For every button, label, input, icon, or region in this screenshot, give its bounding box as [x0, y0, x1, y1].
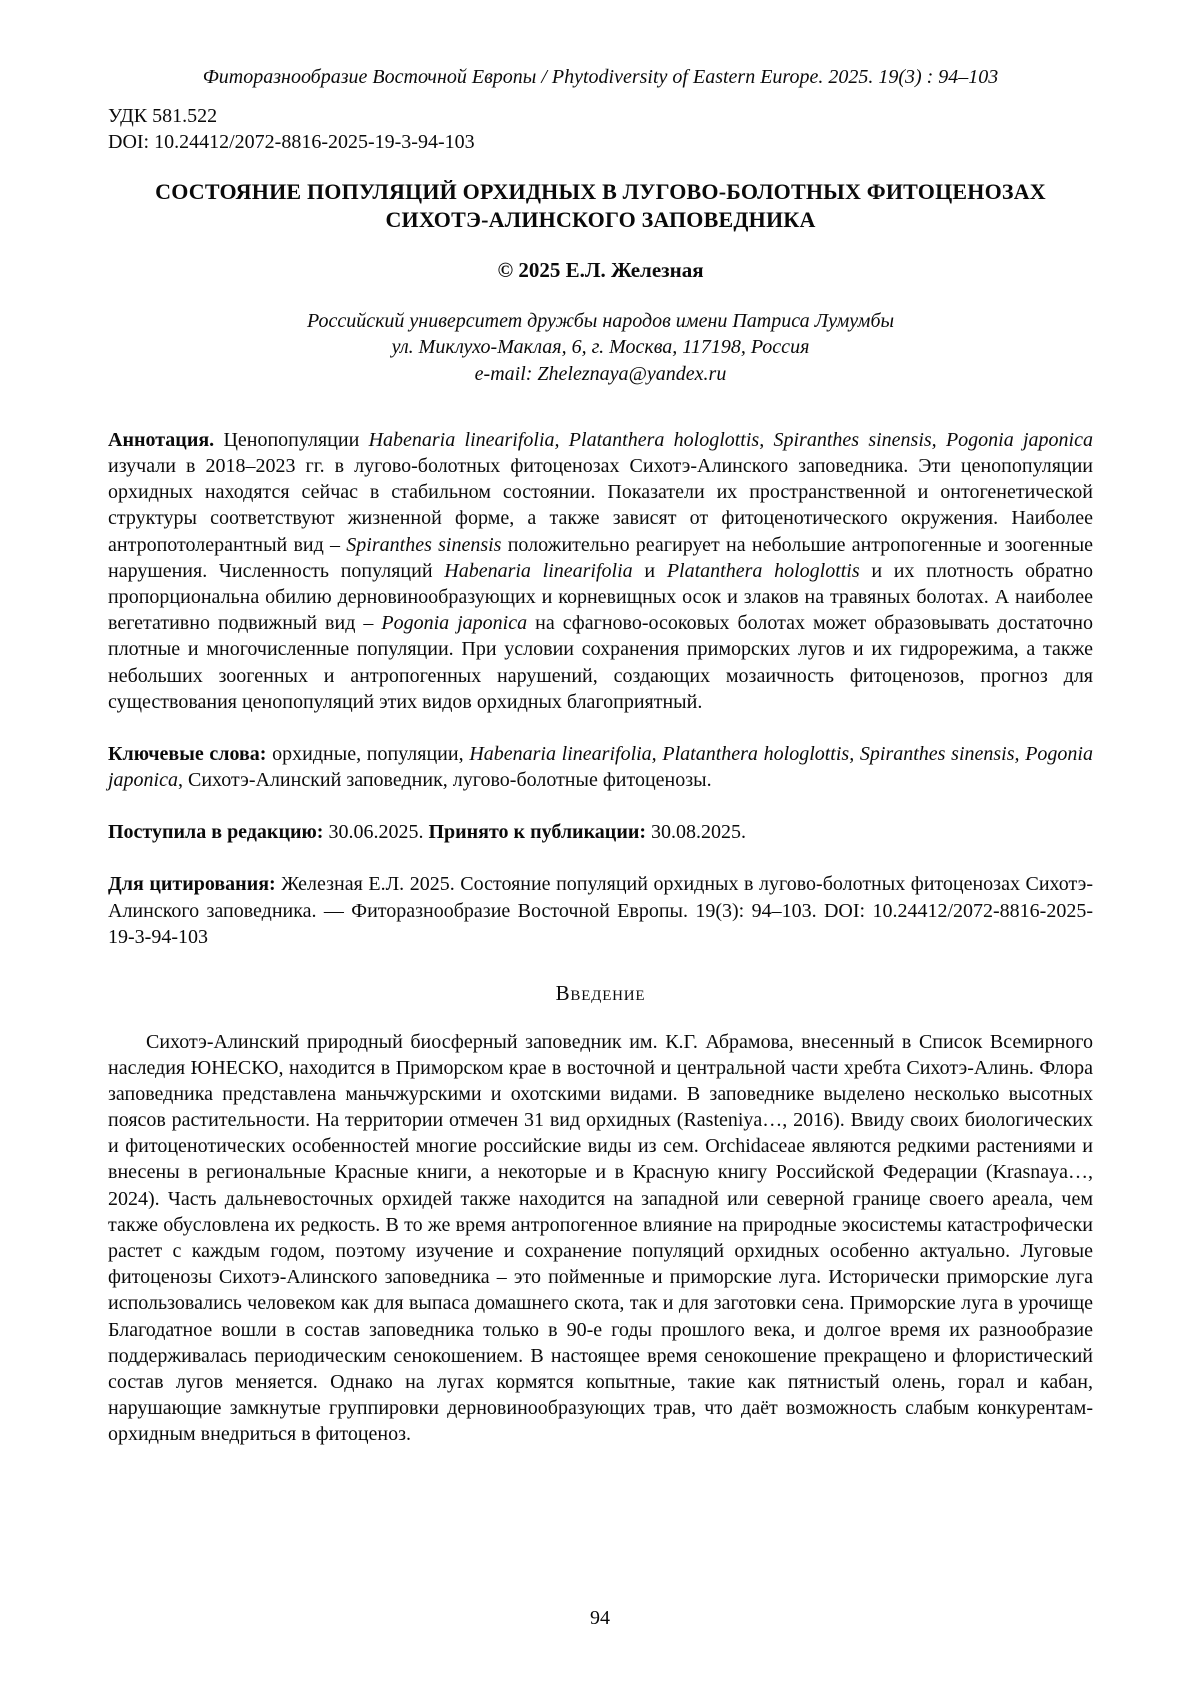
affiliation-university: Российский университет дружбы народов имени Патриса Лумумбы [306, 310, 895, 333]
journal-running-head: Фиторазнообразие Восточной Европы / Phytodiversity of Eastern Europe. 2025. 19(3) : 94–103 [202, 66, 999, 88]
introduction-paragraph: Сихотэ-Алинский природный биосферный заповедник им. К.Г. Абрамова, внесенный в Список Всемирного наследия ЮНЕСКО, находится в Приморском крае в восточной и центральной части хребта Сихотэ-Алинь. Флора заповедника представлена маньчжурскими и охотскими видами. В заповеднике выделено несколько высотных поясов растительности. На территории отмечен 31 вид орхидных (Rasteniya…, 2016). Ввиду своих биологических и фитоценотических особенностей многие российские виды из сем. Orchidaceae являются редкими растениями и внесены в региональные Красные книги, а некоторые и в Красную книгу Российской Федерации (Krasnaya…, 2024). Часть дальневосточных орхидей также находится на западной или северной границе своего ареала, чем также обусловлена их редкость. В то же время антропогенное влияние на природные экосистемы катастрофически растет с каждым годом, поэтому изучение и сохранение популяций орхидных особенно актуально. Луговые фитоценозы Сихотэ-Алинского заповедника – это пойменные и приморские луга. Исторически приморские луга использовались человеком как для выпаса домашнего скота, так и для заготовки сена. Приморские луга в урочище Благодатное вошли в состав заповедника только в 90-е годы прошлого века, и долгое время их разнообразие поддерживалась периодическим сенокошением. В настоящее время сенокошение прекращено и флористический состав лугов меняется. Однако на лугах кормятся копытные, такие как пятнистый олень, горал и кабан, нарушающие замкнутые группировки дерновинообразующих трав, что даёт возможность слабым конкурентам-орхидным внедриться в фитоценоз. [108, 1030, 1093, 1446]
article-title: СОСТОЯНИЕ ПОПУЛЯЦИЙ ОРХИДНЫХ В ЛУГОВО-БОЛОТНЫХ ФИТОЦЕНОЗАХ СИХОТЭ-АЛИНСКОГО ЗАПОВЕДНИКА [155, 178, 1046, 233]
submission-dates-line: Поступила в редакцию: 30.06.2025. Принято к публикации: 30.08.2025. [108, 821, 747, 844]
affiliation-block [108, 308, 1093, 387]
copyright-author-line: © 2025 Е.Л. Железная [497, 257, 704, 282]
udc-line: УДК 581.522 [108, 105, 218, 128]
affiliation-email: e-mail: Zheleznaya@yandex.ru [474, 362, 727, 385]
section-heading-introduction: Введение [555, 981, 646, 1005]
meta-block [108, 103, 1093, 155]
affiliation-address: ул. Миклухо-Маклая, 6, г. Москва, 117198, Россия [391, 336, 810, 359]
page-number: 94 [590, 1606, 610, 1629]
abstract-paragraph: Аннотация. Ценопопуляции Habenaria linearifolia, Platanthera hologlottis, Spiranthes sinensis, Pogonia japonica изучали в 2018–2023 гг. в лугово-болотных фитоценозах Сихотэ-Алинского заповедника. Эти ценопопуляции орхидных находятся сейчас в стабильном состоянии. Показатели их пространственной и онтогенетической структуры соответствуют жизненной форме, а также зависят от фитоценотического окружения. Наиболее антропотолерантный вид – Spiranthes sinensis положительно реагирует на небольшие антропогенные и зоогенные нарушения. Численность популяций Habenaria linearifolia и Platanthera hologlottis и их плотность обратно пропорциональна обилию дерновинообразующих и корневищных осок и злаков на травяных болотах. А наиболее вегетативно подвижный вид – Pogonia japonica на сфагново-осоковых болотах может образовывать достаточно плотные и многочисленные популяции. При условии сохранения приморских лугов и их гидрорежима, а также небольших зоогенных и антропогенных нарушений, создающих мозаичность фитоценозов, прогноз для существования ценопопуляций этих видов орхидных благоприятный. [108, 428, 1094, 713]
doi-line: DOI: 10.24412/2072-8816-2025-19-3-94-103 [108, 131, 475, 154]
citation-paragraph: Для цитирования: Железная Е.Л. 2025. Состояние популяций орхидных в лугово-болотных фитоценозах Сихотэ-Алинского заповедника. — Фиторазнообразие Восточной Европы. 19(3): 94–103. DOI: 10.24412/2072-8816-2025-19-3-94-103 [108, 873, 1094, 948]
keywords-paragraph: Ключевые слова: орхидные, популяции, Habenaria linearifolia, Platanthera hologlottis, Spiranthes sinensis, Pogonia japonica, Сихотэ-Алинский заповедник, лугово-болотные фитоценозы. [108, 742, 1093, 792]
